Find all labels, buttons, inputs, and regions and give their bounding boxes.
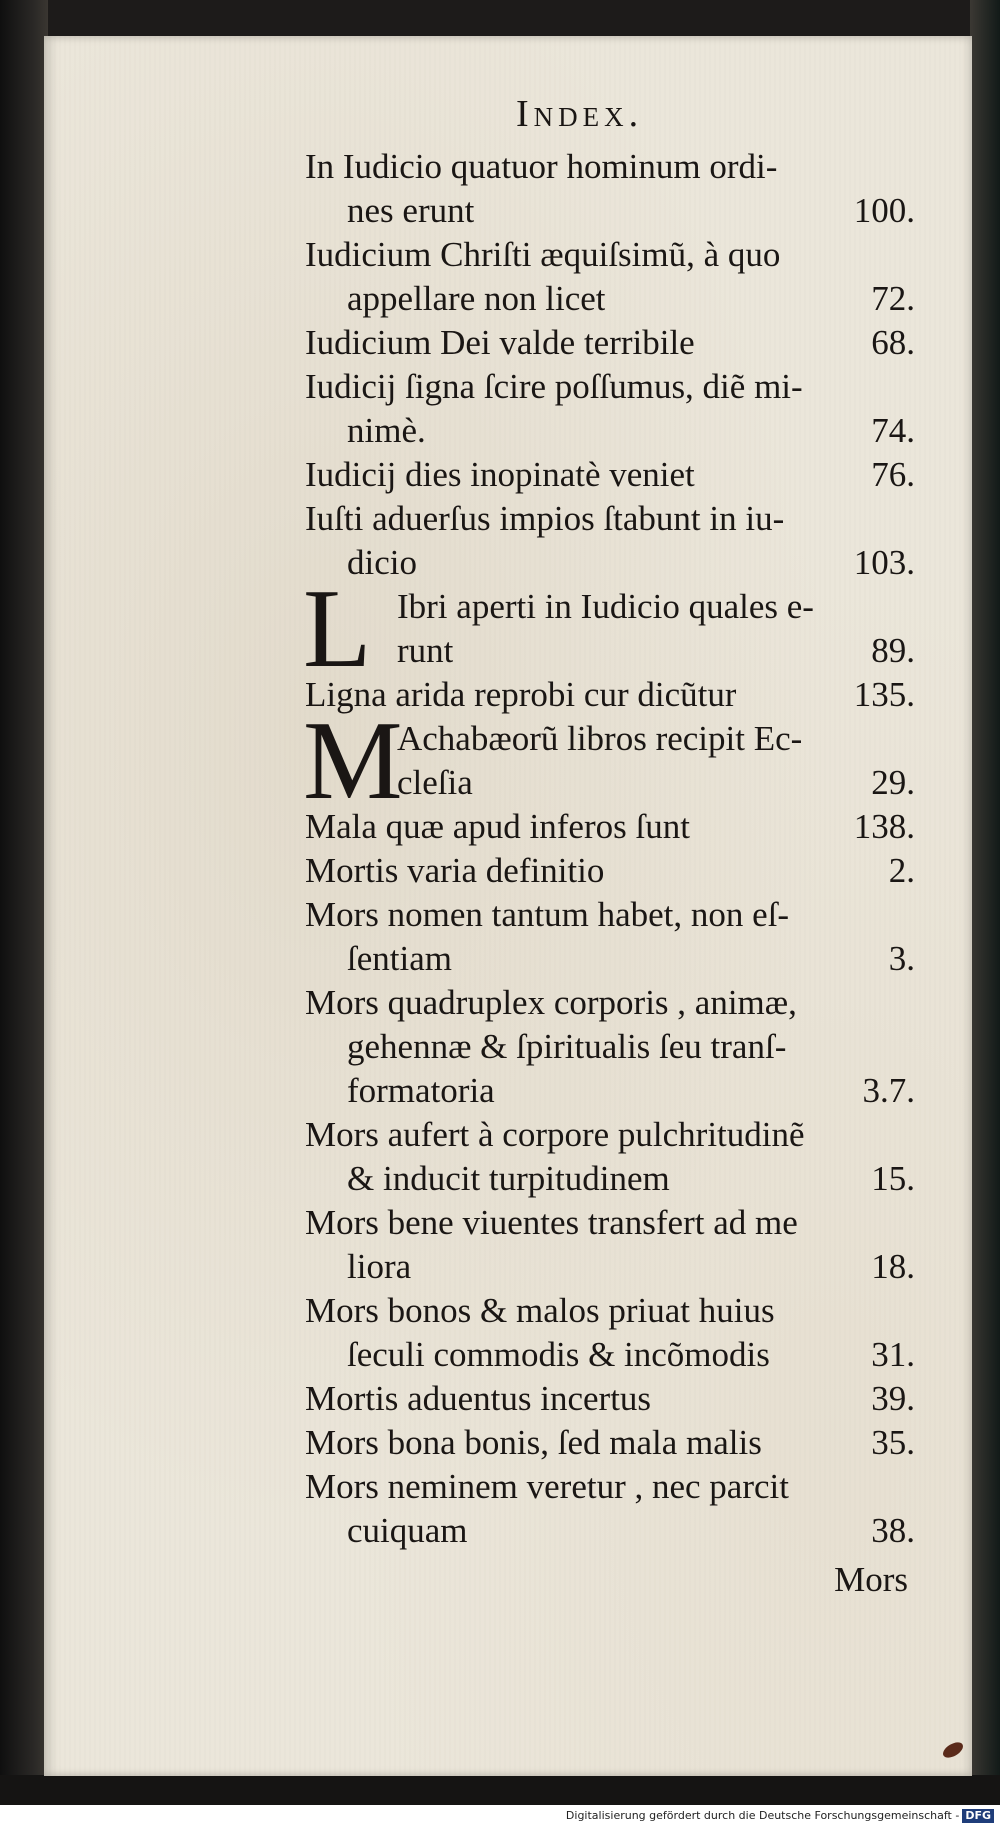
entry-continuation-line bbox=[305, 1245, 915, 1289]
page-number: 138. bbox=[853, 807, 915, 846]
index-entry bbox=[303, 699, 915, 823]
entry-text: Mala quæ apud inferos ſunt bbox=[305, 807, 690, 846]
index-entry bbox=[303, 567, 915, 691]
page-number: 103. bbox=[853, 543, 915, 582]
entry-continuation-line bbox=[305, 629, 915, 673]
entry-line bbox=[305, 893, 915, 937]
entry-text: liora bbox=[347, 1247, 412, 1286]
index-entry bbox=[305, 981, 915, 1113]
page-number: 100. bbox=[853, 191, 915, 230]
entry-text: Mors bene viuentes transfert ad me bbox=[305, 1203, 798, 1242]
page-number: 31. bbox=[871, 1335, 915, 1374]
footer-text: Digitalisierung gefördert durch die Deutsche Forschungsgemeinschaft - bbox=[565, 1809, 960, 1822]
index-entry bbox=[305, 1113, 915, 1201]
entry-text: ſeculi commodis & incõmodis bbox=[347, 1335, 770, 1374]
entry-continuation-line bbox=[305, 1509, 915, 1553]
page-number: 89. bbox=[871, 631, 915, 670]
entry-text: formatoria bbox=[347, 1071, 495, 1110]
catchword: Mors bbox=[834, 1560, 908, 1599]
drop-cap: L bbox=[303, 567, 372, 691]
page-number: 76. bbox=[871, 455, 915, 494]
entry-text: & inducit turpitudinem bbox=[347, 1159, 670, 1198]
entry-text: Iudicij dies inopinatè veniet bbox=[305, 455, 695, 494]
entry-text: Ligna arida reprobi cur dicũtur bbox=[305, 675, 737, 714]
index-entry bbox=[305, 1201, 915, 1289]
entry-text: Mors neminem veretur , nec parcit bbox=[305, 1467, 789, 1506]
entry-line bbox=[305, 145, 915, 189]
page-number: 38. bbox=[871, 1511, 915, 1550]
entry-line bbox=[305, 321, 915, 365]
entry-continuation-line bbox=[305, 1025, 915, 1069]
page-number: 35. bbox=[871, 1423, 915, 1462]
index-entry bbox=[305, 1421, 915, 1465]
page-number: 68. bbox=[871, 323, 915, 362]
page-heading: Index. bbox=[516, 93, 644, 135]
entry-line bbox=[305, 1465, 915, 1509]
binding-right bbox=[970, 0, 1000, 1800]
entry-text: Mortis aduentus incertus bbox=[305, 1379, 652, 1418]
index-entry bbox=[305, 1289, 915, 1377]
index-entry bbox=[305, 1377, 915, 1421]
index-entry bbox=[305, 365, 915, 453]
entry-text: Mors bonos & malos priuat huius bbox=[305, 1291, 775, 1330]
entry-text: dicio bbox=[347, 543, 417, 582]
entry-line bbox=[305, 585, 915, 629]
index-entries bbox=[305, 145, 915, 1553]
entry-line bbox=[305, 1289, 915, 1333]
entry-text: Achabæorũ libros recipit Ec- bbox=[397, 719, 803, 758]
entry-line bbox=[305, 365, 915, 409]
page-number: 135. bbox=[853, 675, 915, 714]
entry-line bbox=[305, 1377, 915, 1421]
entry-continuation-line bbox=[305, 189, 915, 233]
page-number: 72. bbox=[871, 279, 915, 318]
entry-text: Iudicium Chriſti æquiſsimũ, à quo bbox=[305, 235, 781, 274]
page-number: 74. bbox=[871, 411, 915, 450]
entry-line bbox=[305, 1113, 915, 1157]
page-number: 39. bbox=[871, 1379, 915, 1418]
entry-text: cleſia bbox=[397, 763, 473, 802]
entry-text: Iuſti aduerſus impios ſtabunt in iu- bbox=[305, 499, 785, 538]
entry-text: In Iudicio quatuor hominum ordi- bbox=[305, 147, 778, 186]
entry-line bbox=[305, 1421, 915, 1465]
entry-continuation-line bbox=[305, 1333, 915, 1377]
entry-continuation-line bbox=[305, 937, 915, 981]
entry-text: Iudicium Dei valde terribile bbox=[305, 323, 695, 362]
entry-continuation-line bbox=[305, 541, 915, 585]
page-number: 15. bbox=[871, 1159, 915, 1198]
entry-line bbox=[305, 1201, 915, 1245]
entry-line bbox=[305, 233, 915, 277]
scan-bottom-edge bbox=[0, 1775, 1000, 1805]
entry-text: Mors quadruplex corporis , animæ, bbox=[305, 983, 797, 1022]
entry-continuation-line bbox=[305, 409, 915, 453]
page-number: 3.7. bbox=[862, 1071, 915, 1110]
entry-text: ſentiam bbox=[347, 939, 452, 978]
entry-text: cuiquam bbox=[347, 1511, 468, 1550]
index-entry bbox=[305, 145, 915, 233]
entry-text: runt bbox=[397, 631, 454, 670]
index-entry bbox=[305, 321, 915, 365]
entry-line bbox=[305, 453, 915, 497]
entry-text: Mors nomen tantum habet, non eſ- bbox=[305, 895, 790, 934]
index-entry bbox=[305, 849, 915, 893]
entry-continuation-line bbox=[305, 277, 915, 321]
entry-text: nimè. bbox=[347, 411, 426, 450]
page-number: 29. bbox=[871, 763, 915, 802]
entry-text: Mors bona bonis, ſed mala malis bbox=[305, 1423, 762, 1462]
digitization-footer bbox=[0, 1805, 1000, 1827]
entry-text: Mors aufert à corpore pulchritudinẽ bbox=[305, 1115, 805, 1154]
entry-text: nes erunt bbox=[347, 191, 475, 230]
index-entry bbox=[305, 893, 915, 981]
entry-line bbox=[305, 981, 915, 1025]
index-entry bbox=[305, 233, 915, 321]
entry-line bbox=[305, 497, 915, 541]
entry-text: Ibri aperti in Iudicio quales e- bbox=[397, 587, 814, 626]
page-number: 3. bbox=[888, 939, 915, 978]
entry-continuation-line bbox=[305, 1157, 915, 1201]
index-entry bbox=[305, 497, 915, 585]
dfg-logo: DFG bbox=[962, 1809, 994, 1823]
page-number: 18. bbox=[871, 1247, 915, 1286]
page-number: 2. bbox=[888, 851, 915, 890]
binding-left bbox=[0, 0, 48, 1800]
index-entry bbox=[305, 453, 915, 497]
entry-text: appellare non licet bbox=[347, 279, 606, 318]
page-stain bbox=[940, 1739, 965, 1760]
entry-text: Iudicij ſigna ſcire poſſumus, diẽ mi- bbox=[305, 367, 803, 406]
entry-line bbox=[305, 849, 915, 893]
entry-continuation-line bbox=[305, 1069, 915, 1113]
drop-cap: M bbox=[303, 699, 403, 823]
entry-text: Mortis varia definitio bbox=[305, 851, 605, 890]
index-entry bbox=[305, 1465, 915, 1553]
entry-text: gehennæ & ſpiritualis ſeu tranſ- bbox=[347, 1027, 787, 1066]
